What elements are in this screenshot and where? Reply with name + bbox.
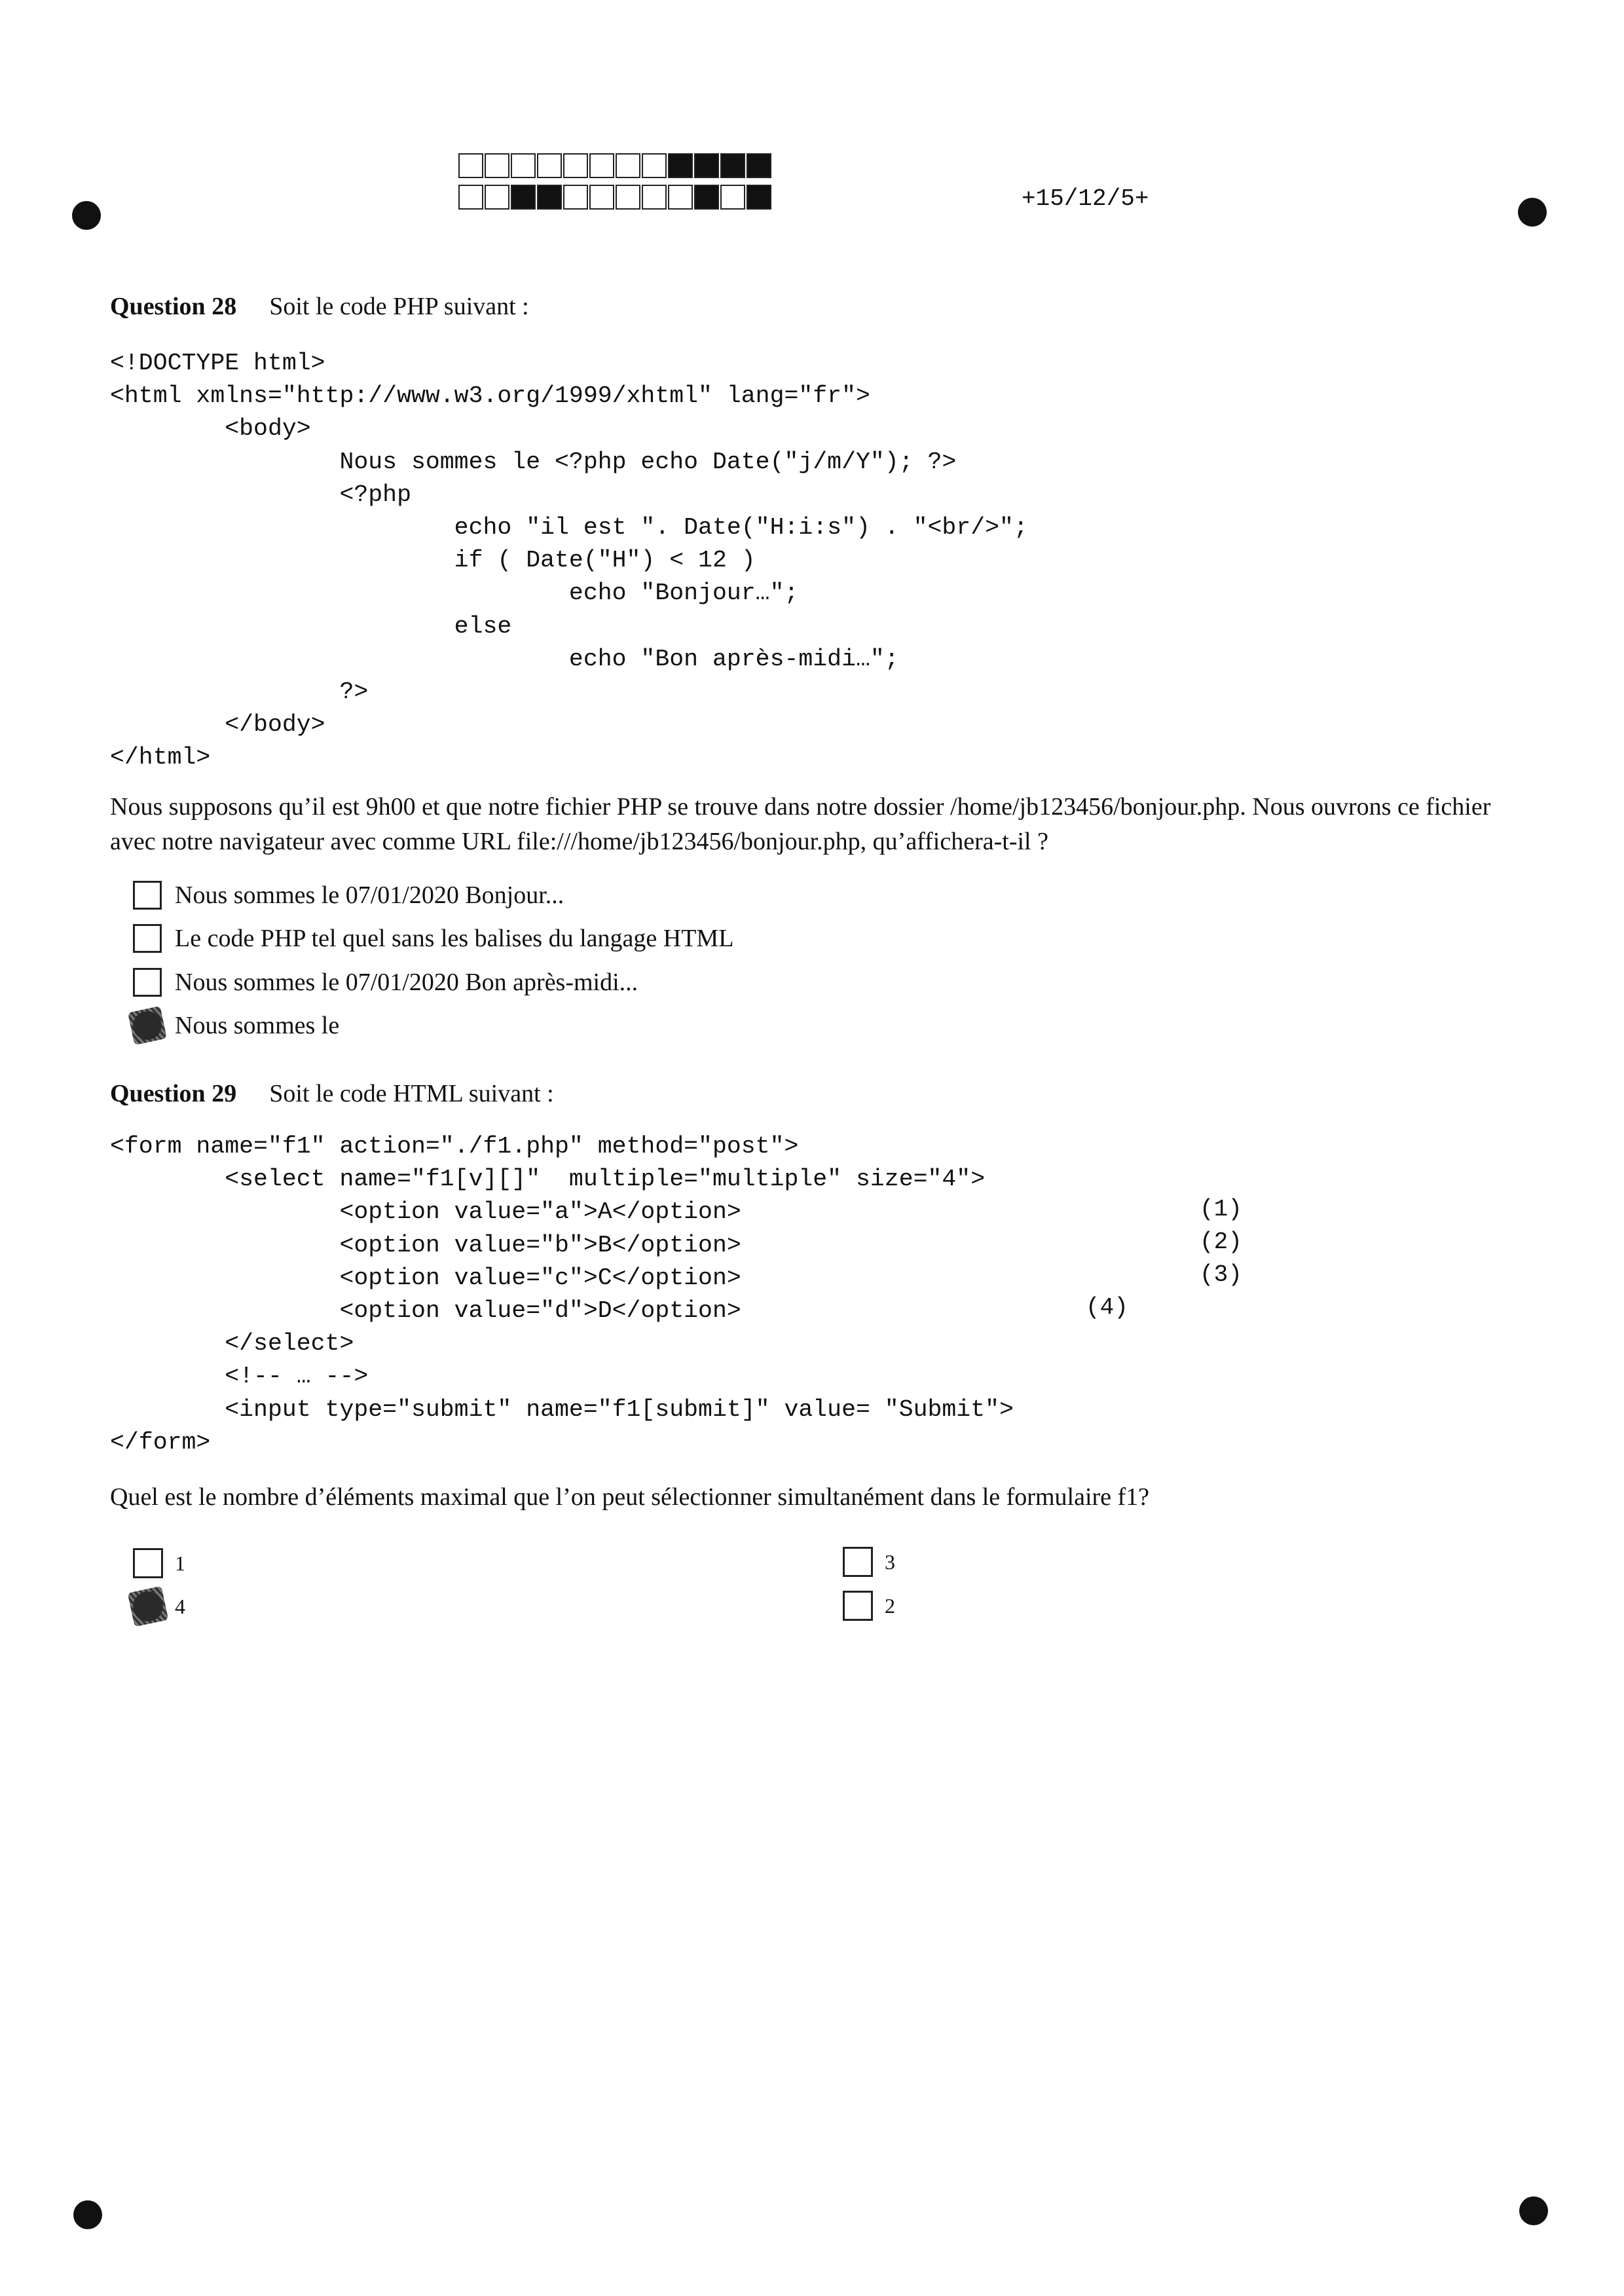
code-annotation: (3): [1200, 1261, 1242, 1288]
checkbox[interactable]: [843, 1547, 873, 1577]
question-29-text: Quel est le nombre d’éléments maximal que l’on peut sélectionner simultanément dans le formulaire f1?: [110, 1483, 1150, 1511]
checkbox[interactable]: [133, 968, 162, 997]
barcode-cell-filled: [511, 185, 536, 210]
barcode-cell-filled: [694, 185, 719, 210]
barcode-cell-filled: [694, 153, 719, 178]
barcode-cell: [642, 153, 667, 178]
barcode-cell: [589, 185, 614, 210]
barcode-cell: [563, 185, 588, 210]
choice-q28-3[interactable]: [133, 966, 638, 999]
question-prompt: Soit le code HTML suivant :: [269, 1080, 554, 1107]
choice-q29-4[interactable]: [843, 1589, 895, 1622]
checkbox[interactable]: [133, 881, 162, 910]
choice-label: 3: [885, 1549, 895, 1574]
question-29-title: [110, 1079, 554, 1108]
barcode-cell: [458, 185, 483, 210]
question-prompt: Soit le code PHP suivant :: [269, 293, 529, 320]
barcode-cell-filled: [747, 153, 771, 178]
registration-mark: [1518, 198, 1547, 227]
choice-q29-2[interactable]: [133, 1590, 185, 1623]
barcode-cell: [616, 153, 640, 178]
barcode-cell: [616, 185, 640, 210]
question-28-text: Nous supposons qu’il est 9h00 et que notre fichier PHP se trouve dans notre dossier /home/jb123456/bonjour.php. Nous ouvrons ce fichier avec notre navigateur avec comme URL file:///home/jb123456/bonjour.php, qu’affichera-t-il ?: [110, 793, 1491, 855]
choice-label: Nous sommes le: [175, 1012, 340, 1039]
choice-label: Le code PHP tel quel sans les balises du langage HTML: [175, 925, 734, 952]
choice-label: 1: [175, 1551, 185, 1575]
registration-mark: [1519, 2196, 1548, 2225]
registration-mark: [72, 201, 101, 230]
barcode-cell: [668, 185, 693, 210]
barcode-top: [458, 153, 773, 178]
php-code-block: <!DOCTYPE html> <html xmlns="http://www.w3.org/1999/xhtml" lang="fr"> <body> Nous sommes le <?php echo Date("j/m/Y"); ?> <?php echo "il est ". Date("H:i:s") . "<br/>"; if ( Date("H") < 12 ) echo "Bonjour…"; else echo "Bon après-midi…"; ?> </body> </html>: [110, 350, 1028, 771]
checkbox-checked[interactable]: [128, 1006, 167, 1045]
barcode-bottom: [458, 185, 773, 210]
checkbox[interactable]: [843, 1591, 873, 1621]
page-id: +15/12/5+: [1022, 185, 1149, 212]
barcode-cell-filled: [668, 153, 693, 178]
checkbox-checked[interactable]: [128, 1586, 169, 1627]
choice-label: 4: [175, 1594, 185, 1618]
code-annotation: (4): [1086, 1294, 1128, 1321]
choice-q28-2[interactable]: [133, 922, 733, 955]
barcode-cell: [720, 185, 745, 210]
barcode-cell-filled: [747, 185, 771, 210]
question-label: Question 28: [110, 293, 237, 320]
choice-q29-1[interactable]: [133, 1547, 185, 1580]
choice-label: Nous sommes le 07/01/2020 Bon après-midi...: [175, 969, 638, 996]
barcode-cell: [642, 185, 667, 210]
code-annotation: (2): [1200, 1229, 1242, 1255]
barcode-cell-filled: [720, 153, 745, 178]
barcode-cell: [563, 153, 588, 178]
barcode-cell: [537, 153, 562, 178]
checkbox[interactable]: [133, 924, 162, 953]
checkbox[interactable]: [133, 1548, 163, 1578]
html-code-block: <form name="f1" action="./f1.php" method="post"> <select name="f1[v][]" multiple="multiple" size="4"> <option value="a">A</option> <option value="b">B</option> <option value="c">C</option> <option value="d">D</option> </select> <!-- … --> <input type="submit" name="f1[submit]" value= "Submit"> </form>: [110, 1133, 1014, 1456]
barcode-cell-filled: [537, 185, 562, 210]
barcode-cell: [589, 153, 614, 178]
choice-q28-4[interactable]: [133, 1009, 339, 1042]
barcode-cell: [511, 153, 536, 178]
choice-label: Nous sommes le 07/01/2020 Bonjour...: [175, 881, 564, 909]
code-annotation: (1): [1200, 1196, 1242, 1223]
choice-q28-1[interactable]: [133, 879, 564, 912]
barcode-cell: [458, 153, 483, 178]
registration-mark: [73, 2200, 102, 2229]
choice-q29-3[interactable]: [843, 1546, 895, 1578]
question-28-title: [110, 292, 529, 321]
choice-label: 2: [885, 1593, 895, 1618]
barcode-cell: [485, 153, 509, 178]
question-label: Question 29: [110, 1080, 237, 1107]
barcode-cell: [485, 185, 509, 210]
